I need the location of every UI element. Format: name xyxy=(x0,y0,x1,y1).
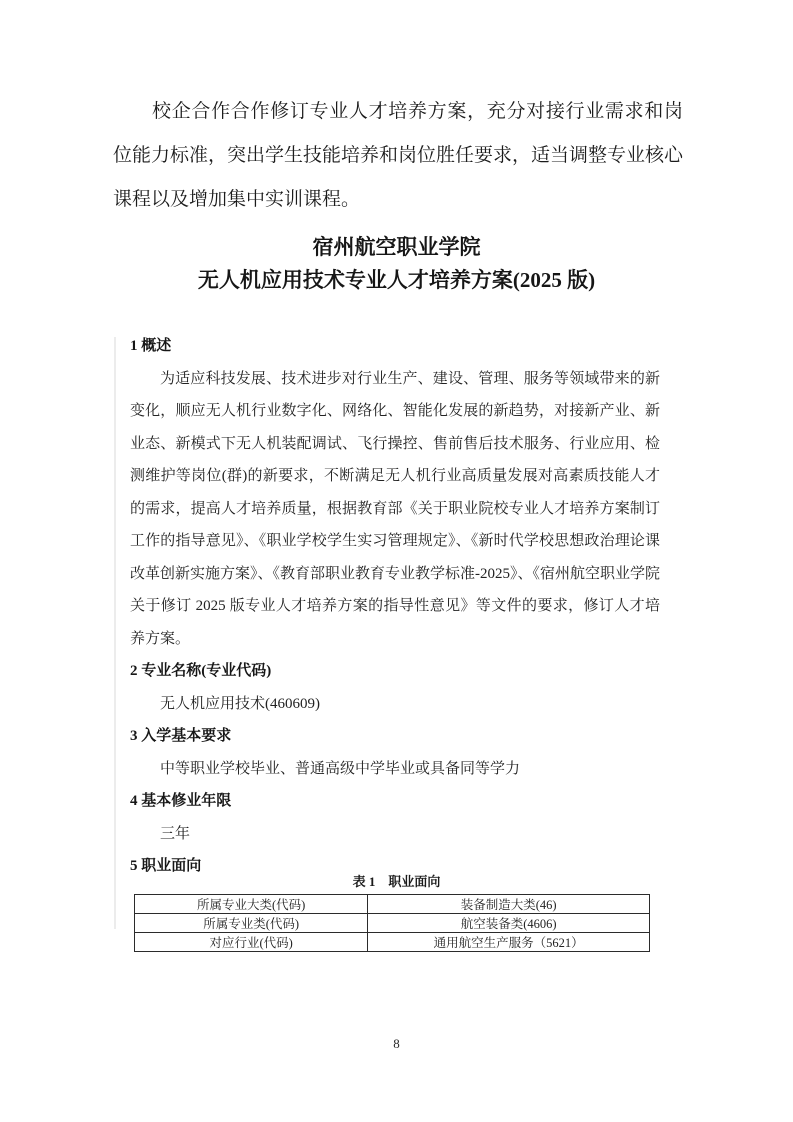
overview-paragraph: 为适应科技发展、技术进步对行业生产、建设、管理、服务等领域带来的新变化，顺应无人机行业数字化、网络化、智能化发展的新趋势，对接新产业、新业态、新模式下无人机装配调试、飞行操控、售前售后技术服务、行业应用、检测维护等岗位(群)的新要求，不断满足无人机行业高质量发展对高素质技能人才的需求，提高人才培养质量，根据教育部《关于职业院校专业人才培养方案制订工作的指导意见》、《职业学校学生实习管理规定》、《新时代学校思想政治理论课改革创新实施方案》、《教育部职业教育专业教学标准-2025》、《宿州航空职业学院关于修订 2025 版专业人才培养方案的指导性意见》等文件的要求，修订人才培养方案。 xyxy=(130,370,660,647)
intro-paragraph: 校企合作合作修订专业人才培养方案，充分对接行业需求和岗位能力标准，突出学生技能培养和岗位胜任要求，适当调整专业核心课程以及增加集中实训课程。 xyxy=(113,101,684,210)
table-cell-label: 所属专业类(代码) xyxy=(135,914,368,933)
section-heading-entry-requirements: 3 入学基本要求 xyxy=(130,728,232,744)
career-orientation-table xyxy=(134,894,650,952)
document-title xyxy=(0,231,793,297)
page-number: 8 xyxy=(393,1036,400,1051)
title-line-program: 无人机应用技术专业人才培养方案(2025 版) xyxy=(197,268,596,292)
section-heading-career-orientation: 5 职业面向 xyxy=(130,858,202,874)
section-heading-study-duration: 4 基本修业年限 xyxy=(130,793,232,809)
table-cell-label: 所属专业大类(代码) xyxy=(135,895,368,914)
scan-artifact-line xyxy=(114,337,116,929)
table-row xyxy=(135,895,650,914)
table-row xyxy=(135,933,650,952)
section-overview xyxy=(130,330,660,655)
table-cell-value: 装备制造大类(46) xyxy=(368,895,650,914)
section-heading-overview: 1 概述 xyxy=(130,338,172,354)
table-caption: 表 1 职业面向 xyxy=(352,874,441,889)
study-duration-value: 三年 xyxy=(160,825,191,842)
table-cell-label: 对应行业(代码) xyxy=(135,933,368,952)
section-list xyxy=(130,655,660,883)
title-line-school: 宿州航空职业学院 xyxy=(312,235,481,259)
section-heading-major-name: 2 专业名称(专业代码) xyxy=(130,663,272,679)
table-cell-value: 航空装备类(4606) xyxy=(368,914,650,933)
table-row xyxy=(135,914,650,933)
table-cell-value: 通用航空生产服务（5621） xyxy=(368,933,650,952)
major-name-value: 无人机应用技术(460609) xyxy=(160,695,320,712)
entry-requirements-value: 中等职业学校毕业、普通高级中学毕业或具备同等学力 xyxy=(160,760,521,777)
